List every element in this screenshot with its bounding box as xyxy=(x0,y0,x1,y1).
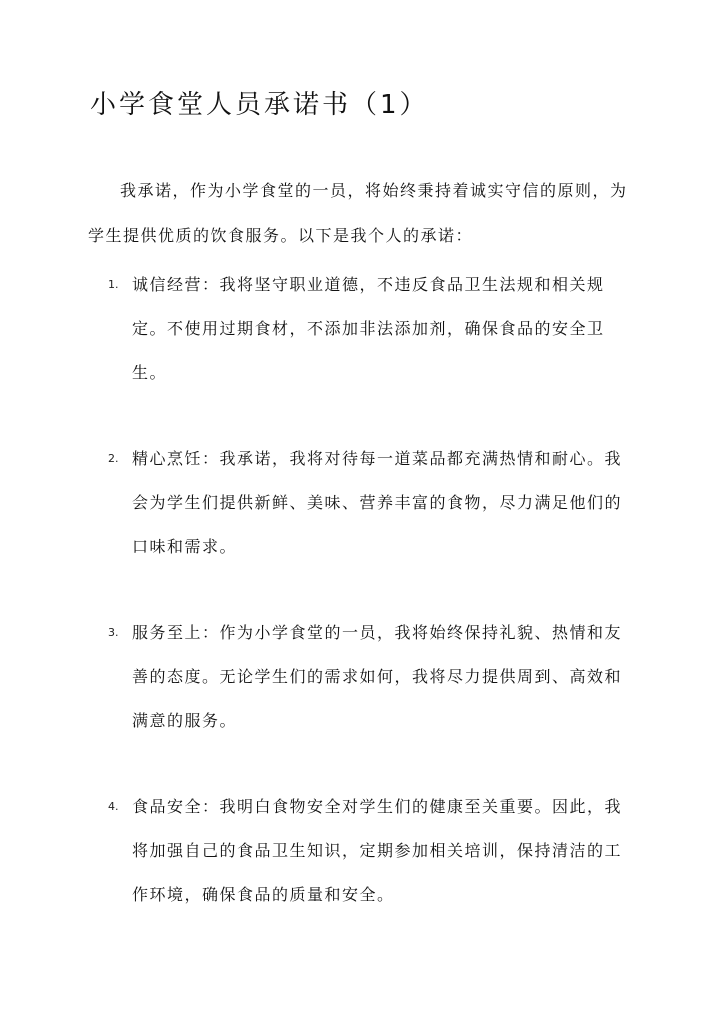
list-item-number: 2. xyxy=(108,452,119,465)
list-item-number: 4. xyxy=(108,800,119,813)
list-item-text: 食品安全：我明白食物安全对学生们的健康至关重要。因此，我将加强自己的食品卫生知识，定期参加相关培训，保持清洁的工作环境，确保食品的质量和安全。 xyxy=(132,797,623,904)
list-item-text: 精心烹饪：我承诺，我将对待每一道菜品都充满热情和耐心。我会为学生们提供新鲜、美味、营养丰富的食物，尽力满足他们的口味和需求。 xyxy=(132,449,623,556)
list-item xyxy=(88,611,633,743)
list-item xyxy=(88,437,633,569)
list-item-text: 服务至上：作为小学食堂的一员，我将始终保持礼貌、热情和友善的态度。无论学生们的需求如何，我将尽力提供周到、高效和满意的服务。 xyxy=(132,623,623,730)
list-item-number: 1. xyxy=(108,278,119,291)
list-item-text: 诚信经营：我将坚守职业道德，不违反食品卫生法规和相关规定。不使用过期食材，不添加非法添加剂，确保食品的安全卫生。 xyxy=(132,275,605,382)
list-item xyxy=(88,785,633,917)
list-item xyxy=(88,263,633,395)
intro-paragraph: 我承诺，作为小学食堂的一员，将始终秉持着诚实守信的原则，为学生提供优质的饮食服务。以下是我个人的承诺： xyxy=(88,181,628,245)
list-item-number: 3. xyxy=(108,626,119,639)
commitment-list xyxy=(88,263,633,959)
document-title: 小学食堂人员承诺书（1） xyxy=(90,90,429,120)
